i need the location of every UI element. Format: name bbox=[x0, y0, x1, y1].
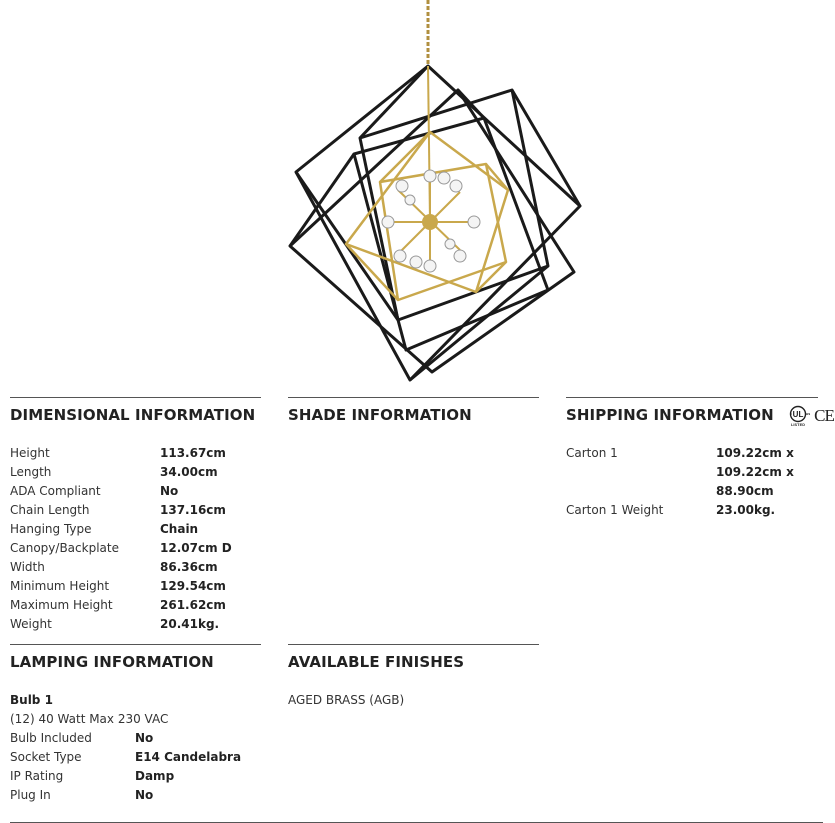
spec-value: Damp bbox=[135, 769, 175, 783]
carton-row-cont bbox=[566, 482, 818, 501]
section-title: AVAILABLE FINISHES bbox=[288, 653, 465, 671]
finish-item: AGED BRASS (AGB) bbox=[288, 693, 405, 707]
spec-value: Chain bbox=[160, 522, 199, 536]
carton-dim-1: 109.22cm x bbox=[716, 446, 794, 460]
dimensional-rows bbox=[10, 444, 261, 634]
bulb-description: (12) 40 Watt Max 230 VAC bbox=[10, 712, 169, 726]
carton-dim-3: 88.90cm bbox=[716, 484, 774, 498]
carton-row-cont bbox=[566, 463, 818, 482]
spec-value: No bbox=[135, 788, 154, 802]
lamping-rows bbox=[10, 691, 261, 805]
ce-mark-icon: CE bbox=[814, 405, 834, 425]
spec-label: Canopy/Backplate bbox=[10, 541, 119, 555]
spec-row bbox=[10, 539, 261, 558]
spec-row bbox=[10, 463, 261, 482]
spec-label: IP Rating bbox=[10, 769, 64, 783]
section-divider bbox=[10, 397, 261, 398]
section-divider bbox=[10, 644, 261, 645]
finishes-list bbox=[288, 691, 539, 710]
spec-value: 86.36cm bbox=[160, 560, 218, 574]
spec-label: Bulb Included bbox=[10, 731, 92, 745]
lamping-spec-rows bbox=[10, 729, 261, 805]
spec-label: Hanging Type bbox=[10, 522, 92, 536]
spec-label: Weight bbox=[10, 617, 52, 631]
carton-weight-row bbox=[566, 501, 818, 520]
spec-row bbox=[10, 786, 261, 805]
spec-row bbox=[10, 748, 261, 767]
spec-label: ADA Compliant bbox=[10, 484, 101, 498]
spec-label: Chain Length bbox=[10, 503, 90, 517]
spec-label: Height bbox=[10, 446, 50, 460]
spec-label: Width bbox=[10, 560, 45, 574]
chandelier-product-image bbox=[280, 0, 590, 390]
shipping-rows bbox=[566, 444, 818, 520]
shipping-section bbox=[566, 397, 834, 520]
carton-dim-2: 109.22cm x bbox=[716, 465, 794, 479]
spec-label: Minimum Height bbox=[10, 579, 110, 593]
spec-row bbox=[10, 729, 261, 748]
spec-label: Socket Type bbox=[10, 750, 82, 764]
spec-value: 129.54cm bbox=[160, 579, 226, 593]
spec-value: 20.41kg. bbox=[160, 617, 220, 631]
section-title bbox=[566, 404, 834, 427]
certification-marks bbox=[787, 405, 834, 427]
spec-row bbox=[10, 520, 261, 539]
carton-label: Carton 1 bbox=[566, 446, 618, 460]
svg-text:c: c bbox=[790, 411, 793, 416]
carton-row bbox=[566, 444, 818, 463]
section-divider bbox=[566, 397, 818, 398]
spec-row bbox=[10, 596, 261, 615]
spec-value: 12.07cm D bbox=[160, 541, 232, 555]
shipping-title: SHIPPING INFORMATION bbox=[566, 406, 774, 424]
svg-text:UL: UL bbox=[792, 409, 804, 419]
spec-row bbox=[10, 615, 261, 634]
spec-row bbox=[10, 767, 261, 786]
spec-row bbox=[10, 444, 261, 463]
svg-text:LISTED: LISTED bbox=[791, 422, 806, 427]
spec-label: Maximum Height bbox=[10, 598, 113, 612]
section-divider bbox=[288, 644, 539, 645]
spec-label: Plug In bbox=[10, 788, 51, 802]
spec-value: 261.62cm bbox=[160, 598, 226, 612]
spec-value: No bbox=[135, 731, 154, 745]
spec-value: E14 Candelabra bbox=[135, 750, 242, 764]
section-title: DIMENSIONAL INFORMATION bbox=[10, 406, 256, 424]
section-title: SHADE INFORMATION bbox=[288, 406, 472, 424]
ul-listed-icon bbox=[787, 405, 811, 427]
bulb-title: Bulb 1 bbox=[10, 693, 53, 707]
finishes-section bbox=[288, 644, 539, 710]
section-title: LAMPING INFORMATION bbox=[10, 653, 214, 671]
spec-row bbox=[10, 501, 261, 520]
lamping-section bbox=[10, 644, 261, 805]
section-divider bbox=[288, 397, 539, 398]
spec-value: 34.00cm bbox=[160, 465, 218, 479]
spec-value: 113.67cm bbox=[160, 446, 226, 460]
spec-row bbox=[10, 558, 261, 577]
spec-row bbox=[10, 482, 261, 501]
dimensional-section bbox=[10, 397, 261, 634]
spec-row bbox=[10, 577, 261, 596]
spec-value: No bbox=[160, 484, 179, 498]
shade-section bbox=[288, 397, 539, 426]
svg-text:us: us bbox=[806, 411, 811, 416]
spec-value: 137.16cm bbox=[160, 503, 226, 517]
spec-label: Length bbox=[10, 465, 52, 479]
carton-weight-value: 23.00kg. bbox=[716, 503, 776, 517]
carton-weight-label: Carton 1 Weight bbox=[566, 503, 664, 517]
